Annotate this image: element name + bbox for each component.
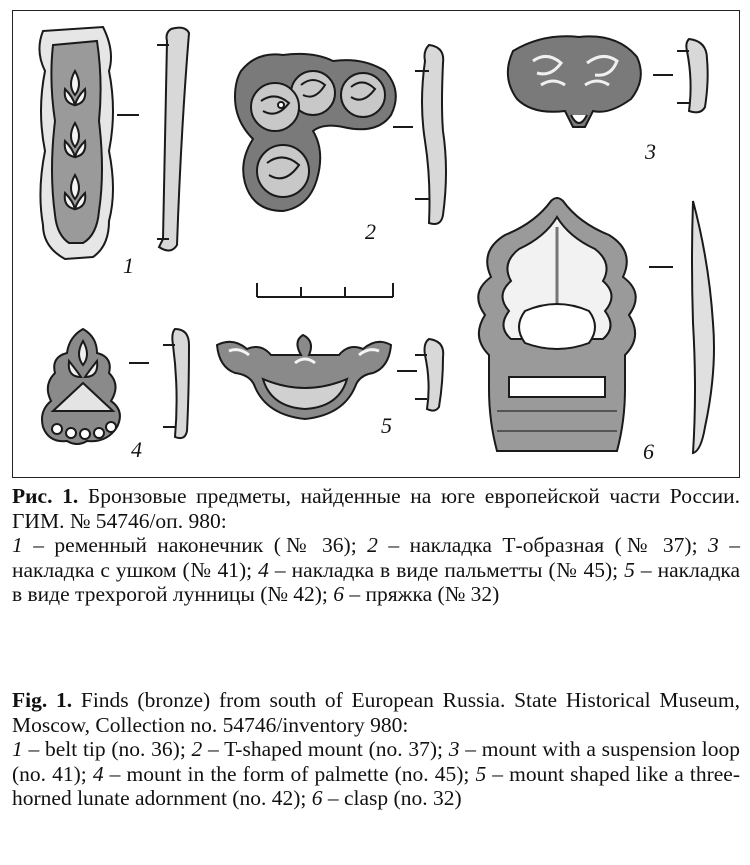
caption-en-title: Finds (bronze) from south of European Russia. State Historical Museum, Moscow, Collection no. 54746/inventory 980: xyxy=(12,688,740,737)
caption-en-item-num: 5 xyxy=(475,761,487,786)
item-number-6: 6 xyxy=(643,439,654,464)
caption-ru-label: Рис. 1. xyxy=(12,484,79,508)
artifact-4-palmette xyxy=(42,329,189,444)
artifact-5-lunate xyxy=(217,335,443,419)
caption-ru-title: Бронзовые предметы, найденные на юге европейской части России. ГИМ. № 54746/оп. 980: xyxy=(12,484,740,533)
caption-ru-item-text: – накладка в виде пальметты (№ 45); xyxy=(268,557,625,582)
item-number-1: 1 xyxy=(123,253,134,278)
item-number-4: 4 xyxy=(131,437,142,462)
caption-en-item-text: – mount in the form of palmette (no. 45); xyxy=(103,761,476,786)
caption-ru-item-num: 2 xyxy=(367,533,378,557)
caption-en-item-text: – T-shaped mount (no. 37); xyxy=(202,737,449,761)
caption-ru-item-text: – накладка в виде трехрогой лунницы (№ 42); xyxy=(12,557,740,606)
caption-ru-item-text: – накладка с ушком (№ 41); xyxy=(12,533,740,582)
caption-ru-item-num: 1 xyxy=(12,533,23,557)
item-number-2: 2 xyxy=(365,219,376,244)
caption-en-item-text: – belt tip (no. 36); xyxy=(22,737,192,761)
figure-frame xyxy=(12,10,740,478)
caption-ru-title-paragraph xyxy=(12,484,740,533)
caption-en-item-num: 1 xyxy=(12,737,23,761)
item-number-3: 3 xyxy=(645,139,656,164)
caption-en-item-text: – mount shaped like a three-horned lunate adornment (no. 42); xyxy=(12,761,741,810)
caption-en-item-text: – mount with a suspension loop (no. 41); xyxy=(12,737,740,786)
artifact-6-clasp xyxy=(478,198,714,453)
figure-drawing xyxy=(13,11,739,477)
caption-russian xyxy=(12,484,740,607)
scale-bar xyxy=(257,283,393,297)
artifact-2-t-mount xyxy=(235,45,446,224)
item-number-5: 5 xyxy=(381,413,392,438)
caption-ru-item-num: 3 xyxy=(708,533,719,557)
caption-en-title-paragraph xyxy=(12,688,740,737)
artifact-3-loop-mount xyxy=(508,36,708,127)
caption-en-item-num: 3 xyxy=(448,737,460,761)
caption-ru-item-num: 5 xyxy=(624,557,635,582)
caption-en-item-num: 6 xyxy=(311,786,323,810)
caption-english xyxy=(12,688,740,811)
caption-ru-item-text: – ременный наконечник (№ 36); xyxy=(22,533,368,557)
caption-ru-items xyxy=(12,533,740,607)
caption-ru-item-text: – накладка Т-образная (№ 37); xyxy=(377,533,709,557)
caption-en-label: Fig. 1. xyxy=(12,688,73,712)
caption-en-item-text: – clasp (no. 32) xyxy=(322,786,462,810)
caption-ru-item-text: – пряжка (№ 32) xyxy=(344,582,500,606)
artifact-1-belt-tip xyxy=(39,27,189,259)
caption-ru-item-num: 6 xyxy=(333,582,345,606)
caption-ru-item-num: 4 xyxy=(258,557,269,582)
caption-en-items xyxy=(12,737,740,811)
caption-en-item-num: 4 xyxy=(92,761,104,786)
caption-en-item-num: 2 xyxy=(191,737,203,761)
